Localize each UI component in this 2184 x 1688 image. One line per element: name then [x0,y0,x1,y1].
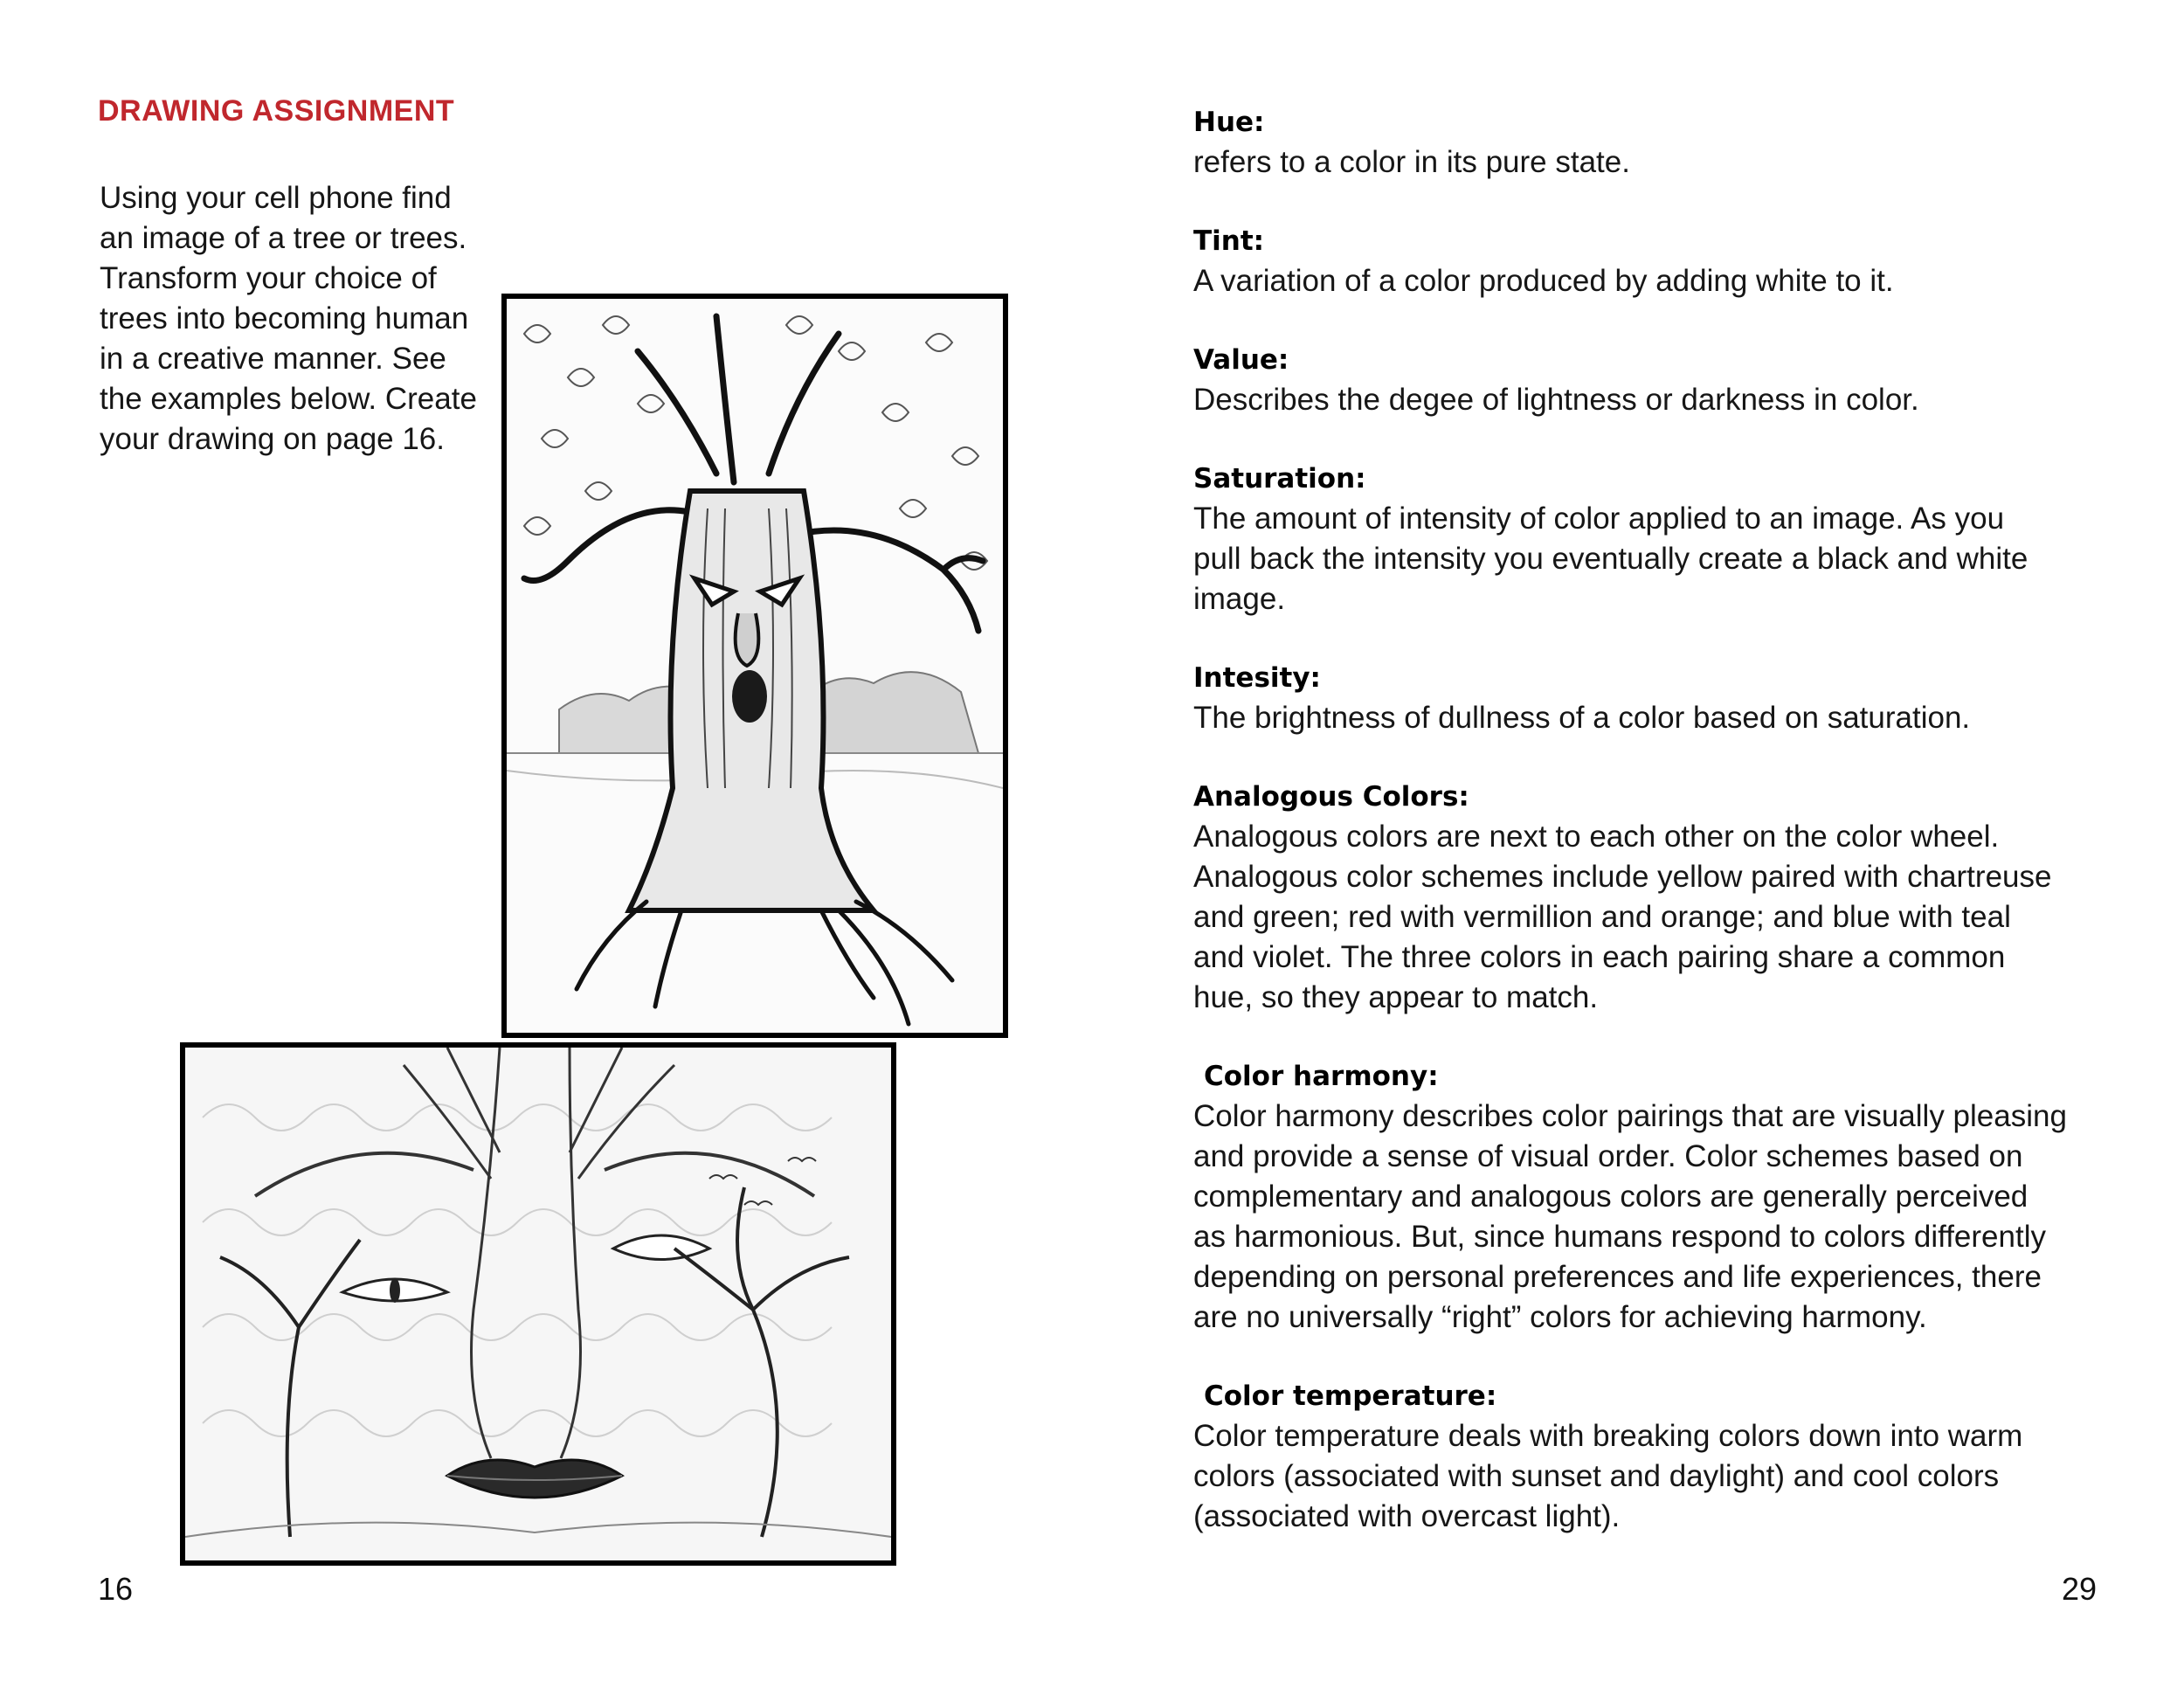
definition-line: and green; red with vermillion and orange; and blue with teal [1193,900,2011,934]
term-heading: Value: [1193,344,1289,376]
glossary-entry-value [1193,341,2137,420]
spacer [1193,619,2137,659]
spacer [1193,420,2137,460]
glossary-entry-tint [1193,222,2137,301]
instruction-line: trees into becoming human [100,301,469,336]
term-heading: Saturation: [1193,463,1366,495]
term-definition [1193,142,2137,183]
term-definition [1193,261,2137,301]
term-heading: Intesity: [1193,662,1321,694]
spacer [1193,1018,2137,1057]
term-definition [1193,698,2137,738]
definition-line: Color temperature deals with breaking colors down into warm [1193,1419,2023,1453]
assignment-instructions [100,178,501,460]
definition-line: Describes the degee of lightness or darkness in color. [1193,383,1919,417]
assignment-title: DRAWING ASSIGNMENT [98,94,455,128]
glossary-entry-color-harmony [1193,1057,2137,1338]
term-heading: Tint: [1193,225,1265,257]
page-number-right: 29 [2061,1571,2097,1607]
definition-line: as harmonious. But, since humans respond to colors differently [1193,1220,2046,1254]
glossary-entry-saturation [1193,460,2137,619]
definition-line: The amount of intensity of color applied to an image. As you [1193,502,2005,536]
definition-line: (associated with overcast light). [1193,1499,1621,1533]
term-definition [1193,817,2137,1018]
definition-line: Analogous color schemes include yellow paired with chartreuse [1193,860,2052,894]
term-definition [1193,499,2137,619]
definition-line: Analogous colors are next to each other on the color wheel. [1193,820,2000,854]
tree-creature-illustration [507,299,1003,1033]
tree-creature-drawing [501,294,1008,1038]
glossary-entry-color-temperature [1193,1377,2137,1537]
instruction-line: your drawing on page 16. [100,422,445,456]
glossary-entry-hue [1193,103,2137,183]
definition-line: refers to a color in its pure state. [1193,145,1630,179]
term-definition [1193,380,2137,420]
definition-line: and provide a sense of visual order. Color schemes based on [1193,1139,2023,1173]
definition-line: A variation of a color produced by adding white to it. [1193,264,1894,298]
definition-line: Color harmony describes color pairings that are visually pleasing [1193,1099,2067,1133]
term-heading: Color temperature: [1204,1380,1497,1412]
definition-line: image. [1193,582,1286,616]
definition-line: complementary and analogous colors are generally perceived [1193,1180,2028,1214]
term-definition [1193,1416,2137,1537]
glossary-entry-analogous-colors [1193,778,2137,1018]
right-page [1092,0,2184,1688]
definition-line: depending on personal preferences and life experiences, there [1193,1260,2042,1294]
term-heading: Analogous Colors: [1193,781,1469,813]
definition-line: are no universally “right” colors for achieving harmony. [1193,1300,1927,1334]
term-heading: Color harmony: [1204,1061,1439,1092]
definition-line: pull back the intensity you eventually create a black and white [1193,542,2028,576]
definition-line: and violet. The three colors in each pairing share a common [1193,940,2006,974]
spacer [1193,1338,2137,1377]
term-definition [1193,1097,2137,1338]
glossary-entry-intensity [1193,659,2137,738]
instruction-line: in a creative manner. See [100,342,446,376]
page-number-left: 16 [98,1571,134,1607]
definition-line: hue, so they appear to match. [1193,980,1599,1014]
instruction-line: an image of a tree or trees. [100,221,467,255]
tree-face-drawing [180,1042,896,1566]
instruction-line: Transform your choice of [100,261,437,295]
spacer [1193,301,2137,341]
spacer [1193,738,2137,778]
instruction-line: Using your cell phone find [100,181,452,215]
definition-line: The brightness of dullness of a color based on saturation. [1193,701,1971,735]
definition-line: colors (associated with sunset and daylight) and cool colors [1193,1459,2000,1493]
color-glossary [1193,103,2137,1537]
spacer [1193,183,2137,222]
term-heading: Hue: [1193,107,1265,138]
tree-face-illustration [185,1048,891,1560]
instruction-line: the examples below. Create [100,382,477,416]
